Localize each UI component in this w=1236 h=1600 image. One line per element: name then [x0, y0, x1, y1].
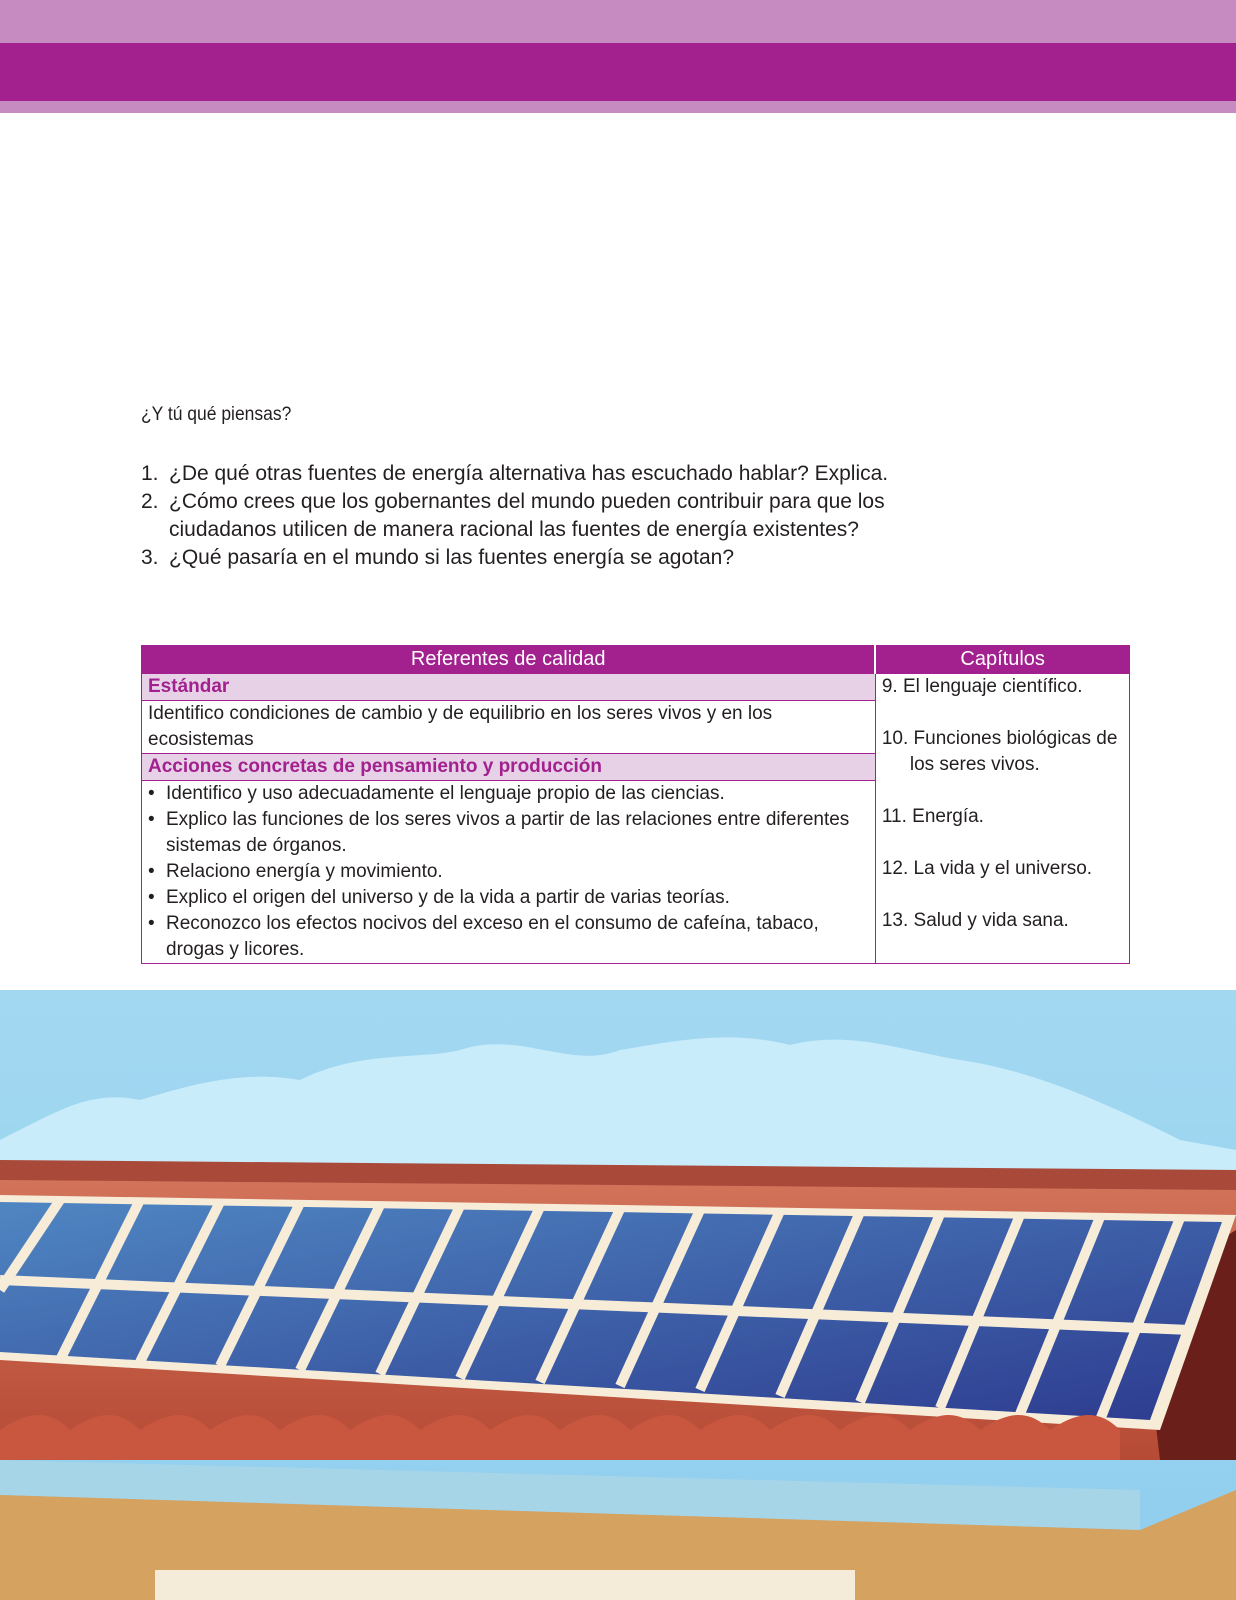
action-text: Explico las funciones de los seres vivos a partir de las relaciones entre diferentes sistemas de órganos.: [166, 809, 850, 856]
question-number: 1.: [141, 462, 159, 485]
solar-roof-illustration: [0, 990, 1236, 1600]
action-item: [148, 781, 869, 807]
table-header-row: [142, 646, 1130, 674]
bullet: •: [148, 861, 155, 882]
chapter-list: [882, 674, 1123, 934]
question-text: ¿De qué otras fuentes de energía alternativa has escuchado hablar? Explica.: [169, 462, 889, 485]
bullet: •: [148, 887, 155, 908]
bullet: •: [148, 913, 155, 934]
chapter-item: 13. Salud y vida sana.: [881, 910, 1069, 931]
question-item: [141, 488, 931, 544]
chapter-item: 10. Funciones biológicas de los seres vivos.: [881, 728, 1118, 775]
question-list: [141, 460, 931, 572]
question-number: 3.: [141, 546, 159, 569]
action-text: Relaciono energía y movimiento.: [166, 861, 443, 882]
standard-label: Estándar: [142, 674, 876, 701]
question-item: [141, 544, 931, 572]
standard-text: Identifico condiciones de cambio y de equilibrio en los seres vivos y en los ecosistemas: [142, 701, 876, 754]
quality-references-table: [141, 645, 1130, 964]
action-item: [148, 807, 869, 859]
chapter-item: 9. El lenguaje científico.: [881, 676, 1083, 697]
bullet: •: [148, 783, 155, 804]
action-item: [148, 911, 869, 963]
reflection-title: ¿Y tú qué piensas?: [141, 404, 292, 425]
header-band-stripe: [0, 101, 1236, 113]
actions-label: Acciones concretas de pensamiento y producción: [142, 754, 876, 781]
actions-cell: [142, 781, 876, 964]
action-item: [148, 885, 869, 911]
header-band-light: [0, 0, 1236, 43]
header-references: Referentes de calidad: [142, 646, 876, 674]
chapter-item: 11. Energía.: [881, 806, 984, 827]
action-item: [148, 859, 869, 885]
chapter-item: 12. La vida y el universo.: [881, 858, 1093, 879]
question-number: 2.: [141, 490, 159, 513]
window-frame: [155, 1570, 855, 1600]
header-chapters: Capítulos: [875, 646, 1129, 674]
action-text: Explico el origen del universo y de la vida a partir de varias teorías.: [166, 887, 730, 908]
header-band: [0, 43, 1236, 101]
action-text: Identifico y uso adecuadamente el lenguaje propio de las ciencias.: [166, 783, 725, 804]
question-text: ¿Cómo crees que los gobernantes del mundo pueden contribuir para que los ciudadanos utilicen de manera racional las fuentes de energía existentes?: [169, 490, 885, 541]
action-text: Reconozco los efectos nocivos del exceso en el consumo de cafeína, tabaco, drogas y licores.: [166, 913, 819, 960]
question-text: ¿Qué pasaría en el mundo si las fuentes energía se agotan?: [169, 546, 735, 569]
question-item: [141, 460, 931, 488]
chapters-cell: [875, 674, 1129, 964]
actions-list: [148, 781, 869, 963]
bullet: •: [148, 809, 155, 830]
